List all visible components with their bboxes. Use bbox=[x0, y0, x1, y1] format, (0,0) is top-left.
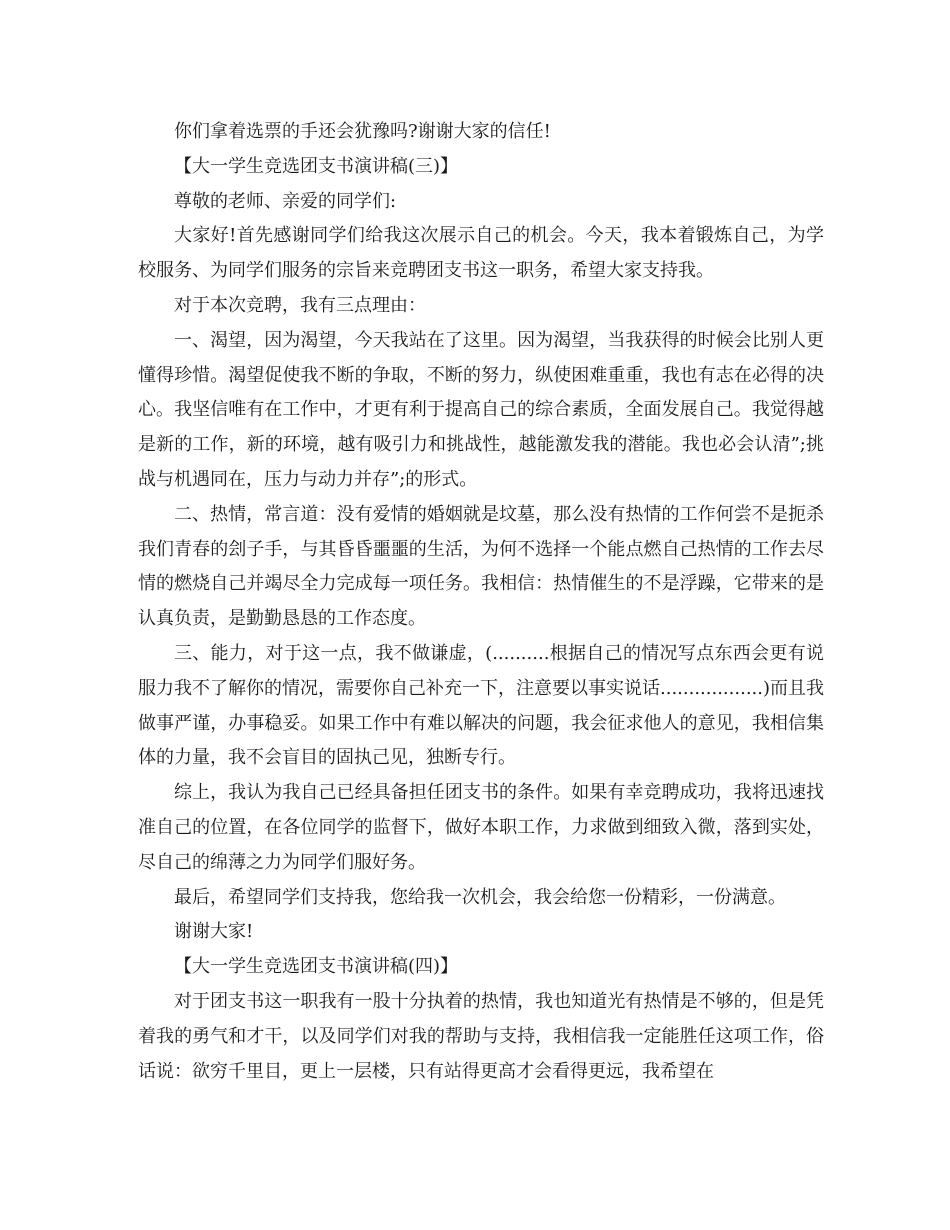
paragraph-reason-desire: 一、渴望，因为渴望，今天我站在了这里。因为渴望，当我获得的时候会比别人更懂得珍惜。渴望促使我不断的争取，不断的努力，纵使困难重重，我也有志在必得的决心。我坚信唯有在工作中，才更有利于提高自己的综合素质，全面发展自己。我觉得越是新的工作，新的环境，越有吸引力和挑战性，越能激发我的潜能。我也必会认清”;挑战与机遇同在，压力与动力并存”;的形式。 bbox=[138, 329, 824, 490]
paragraph-reasons-intro: 对于本次竞聘，我有三点理由： bbox=[174, 294, 426, 316]
paragraph-final-appeal: 最后，希望同学们支持我，您给我一次机会，我会给您一份精彩，一份满意。 bbox=[174, 886, 786, 908]
paragraph-thanks: 谢谢大家! bbox=[174, 921, 254, 943]
paragraph-speech-four-intro: 对于团支书这一职我有一股十分执着的热情，我也知道光有热情是不够的，但是凭着我的勇气和才干，以及同学们对我的帮助与支持，我相信我一定能胜任这项工作，俗话说：欲穷千里目，更上一层楼，只有站得更高才会看得更远，我希望在 bbox=[138, 990, 824, 1082]
paragraph-reason-ability: 三、能力，对于这一点，我不做谦虚，(..........根据自己的情况写点东西会更有说服力我不了解你的情况，需要你自己补充一下，注意要以事实说话..................)而且我做事严谨，办事稳妥。如果工作中有难以解决的问题，我会征求他人的意见，我相信集体的力量，我不会盲目的固执己见，独断专行。 bbox=[138, 642, 825, 769]
section-heading-three: 【大一学生竞选团支书演讲稿(三)】 bbox=[174, 155, 459, 177]
paragraph-reason-passion: 二、热情，常言道：没有爱情的婚姻就是坟墓，那么没有热情的工作何尝不是扼杀我们青春的刽子手，与其昏昏噩噩的生活，为何不选择一个能点燃自己热情的工作去尽情的燃烧自己并竭尽全力完成每一项任务。我相信：热情催生的不是浮躁，它带来的是认真负责，是勤勤恳恳的工作态度。 bbox=[138, 503, 824, 630]
paragraph-closing-question: 你们拿着选票的手还会犹豫吗?谢谢大家的信任! bbox=[174, 121, 551, 142]
document-page bbox=[138, 115, 824, 1089]
salutation: 尊敬的老师、亲爱的同学们: bbox=[174, 190, 397, 212]
paragraph-summary: 综上，我认为我自己已经具备担任团支书的条件。如果有幸竞聘成功，我将迅速找准自己的位置，在各位同学的监督下，做好本职工作，力求做到细致入微，落到实处，尽自己的绵薄之力为同学们服好务。 bbox=[138, 782, 824, 873]
section-heading-four: 【大一学生竞选团支书演讲稿(四)】 bbox=[174, 956, 459, 978]
paragraph-greeting: 大家好!首先感谢同学们给我这次展示自己的机会。今天，我本着锻炼自己，为学校服务、为同学们服务的宗旨来竞聘团支书这一职务，希望大家支持我。 bbox=[138, 225, 824, 282]
